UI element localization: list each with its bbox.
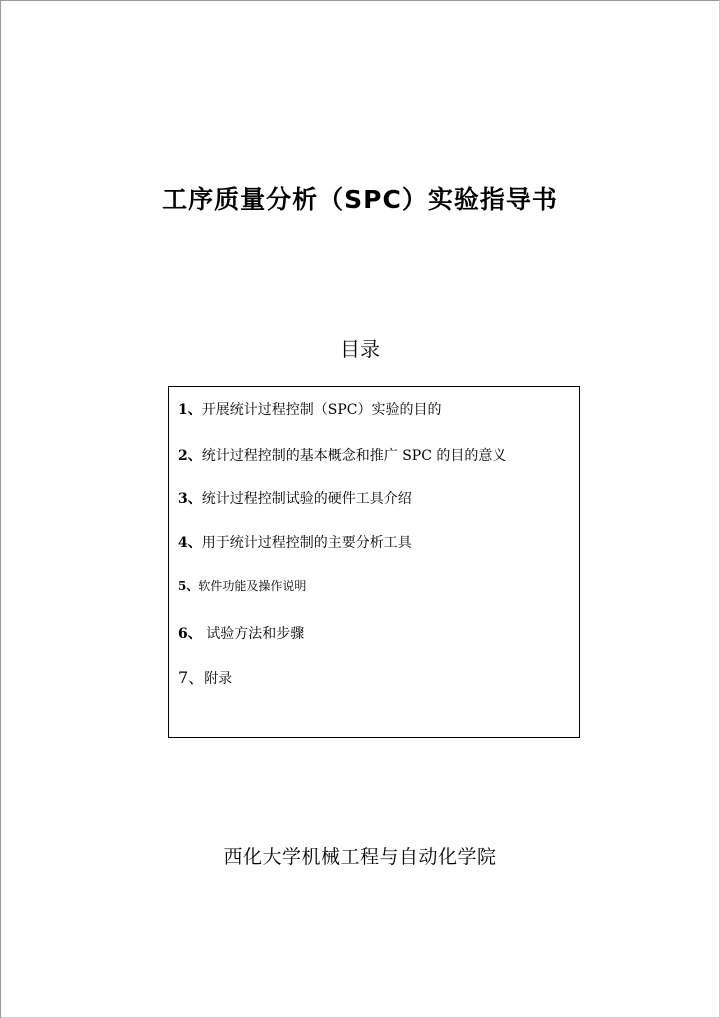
toc-item — [178, 577, 306, 594]
toc-item — [178, 532, 412, 552]
toc-item-label: 软件功能及操作说明 — [198, 579, 307, 593]
toc-item-label: 统计过程控制的基本概念和推广 SPC 的目的意义 — [201, 448, 507, 464]
toc-item-label: 试验方法和步骤 — [201, 626, 305, 642]
institution-footer: 西化大学机械工程与自动化学院 — [223, 846, 497, 868]
toc-item-label: 附录 — [204, 671, 233, 687]
toc-item-number: 3、 — [178, 491, 202, 507]
toc-item-label: 统计过程控制试验的硬件工具介绍 — [201, 491, 412, 507]
toc-item-number: 7、 — [178, 668, 205, 687]
toc-item-label: 开展统计过程控制（SPC）实验的目的 — [201, 402, 442, 418]
toc-item — [178, 665, 232, 688]
toc-item-number: 5、 — [178, 579, 199, 593]
toc-item-number: 6、 — [178, 626, 202, 642]
toc-item-number: 2、 — [178, 448, 202, 464]
toc-item-number: 4、 — [178, 535, 202, 551]
toc-item-label: 用于统计过程控制的主要分析工具 — [201, 535, 412, 551]
toc-item — [178, 623, 304, 643]
toc-heading: 目录 — [340, 337, 380, 361]
toc-item — [178, 488, 412, 508]
toc-item — [178, 399, 441, 419]
toc-item — [178, 445, 506, 465]
document-title: 工序质量分析（SPC）实验指导书 — [162, 185, 558, 214]
toc-item-number: 1、 — [178, 402, 202, 418]
toc-box — [168, 386, 580, 738]
